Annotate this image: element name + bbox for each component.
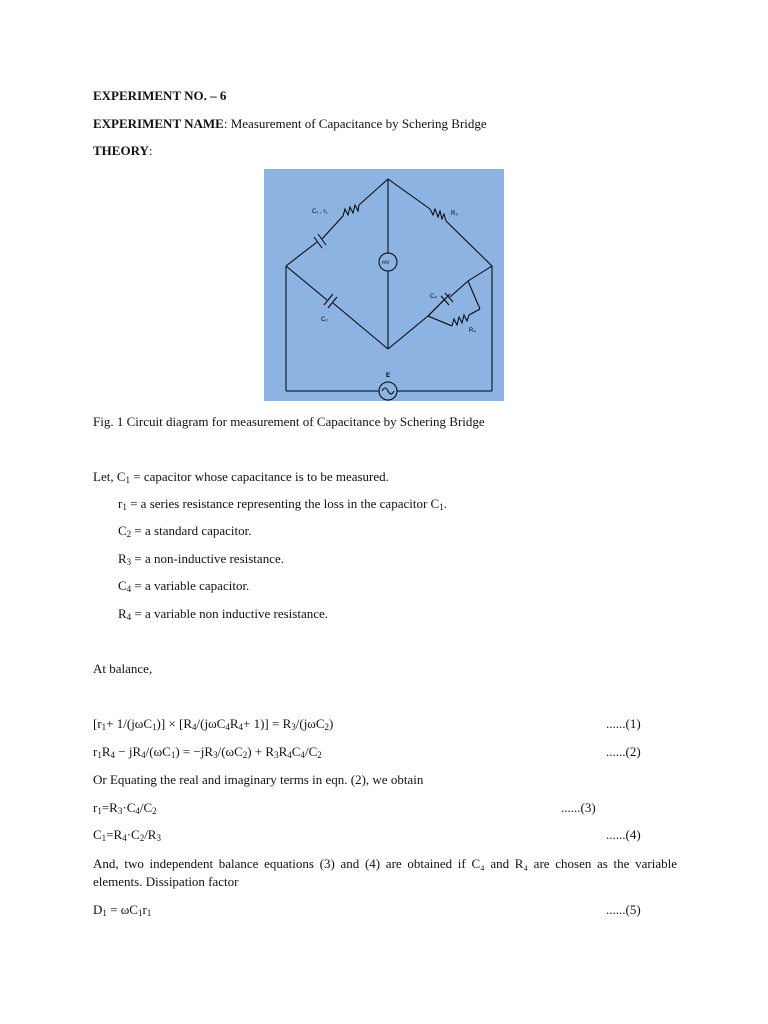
real-imag-statement: Or Equating the real and imaginary terms in eqn. (2), we obtain [93, 772, 424, 787]
def-text: = a variable capacitor. [131, 578, 250, 593]
def-subscript: 1 [122, 502, 127, 512]
def-symbol: C [116, 469, 126, 484]
def-text: = a variable non inductive resistance. [131, 606, 329, 621]
label-c1-r1: C₁ , r₁ [312, 209, 328, 215]
equation-2-number: ......(2) [606, 744, 641, 759]
definition-r4 [118, 606, 328, 622]
definitions-intro: Let, [93, 469, 117, 484]
equation-1-number: ......(1) [606, 716, 641, 731]
equation-4-number: ......(4) [606, 827, 641, 842]
definition-r3 [118, 551, 284, 567]
circuit-svg [264, 169, 504, 401]
label-meter: mV [382, 260, 390, 266]
equation-3: $r_1=R_3\cdot C_4/C_2$ [93, 800, 157, 816]
balance-intro: At balance, [93, 661, 153, 676]
def-subscript: 1 [125, 475, 130, 485]
equation-2: $r_1R_4 - jR_4/(\omega C_1) = -jR_3/(\omega C_2) + R_3R_4C_4/C_2$ [93, 744, 322, 760]
experiment-number: EXPERIMENT NO. – 6 [93, 88, 227, 103]
def-tail: . [443, 496, 447, 511]
def-text: = a series resistance representing the loss in the capacitor C [126, 496, 440, 511]
experiment-name-value: : Measurement of Capacitance by Schering Bridge [223, 116, 487, 131]
def-text: = a non-inductive resistance. [131, 551, 284, 566]
equation-3-number: ......(3) [561, 800, 596, 815]
definition-r1 [118, 496, 447, 512]
def-symbol: R [118, 606, 127, 621]
balance-paragraph: And, two independent balance equations (3) and (4) are obtained if C₄ and R₄ are chosen as the variable elements. Dissipation factor [93, 856, 677, 889]
def-text: = capacitor whose capacitance is to be measured. [130, 469, 389, 484]
def-tail-subscript: 1 [439, 502, 444, 512]
def-subscript: 4 [126, 612, 132, 622]
def-symbol: C [118, 578, 127, 593]
figure-caption: Fig. 1 Circuit diagram for measurement of Capacitance by Schering Bridge [93, 414, 485, 429]
def-text: = a standard capacitor. [131, 523, 252, 538]
equation-5: $D_1 = \omega C_1r_1$ [93, 902, 152, 918]
def-symbol: R [118, 551, 127, 566]
theory-colon: : [148, 143, 153, 158]
label-c4: C₄ [430, 294, 437, 300]
experiment-name-label: EXPERIMENT NAME [93, 116, 224, 131]
label-source: E [386, 373, 391, 379]
equation-1: $[r_1+ 1/(j\omega C_1)] \times [R_4/(j\omega C_4R_4+ 1)] = R_3/(j\omega C_2)$ [93, 716, 334, 732]
equation-5-number: ......(5) [606, 902, 641, 917]
label-r3: R₃ [451, 211, 458, 217]
def-symbol: r [118, 496, 123, 511]
definition-c2 [118, 523, 251, 539]
theory-heading [93, 143, 153, 159]
equation-4: $C_1=R_4\cdot C_2/R_3$ [93, 827, 161, 843]
def-subscript: 3 [126, 557, 132, 567]
def-subscript: 2 [126, 529, 132, 539]
def-symbol: C [118, 523, 127, 538]
definition-c1 [93, 469, 389, 485]
theory-label: THEORY [93, 143, 149, 158]
label-c2: C₂ [321, 317, 328, 323]
experiment-name [93, 116, 487, 132]
def-subscript: 4 [126, 584, 132, 594]
label-r4: R₄ [469, 328, 476, 334]
definition-c4 [118, 578, 249, 594]
schering-bridge-circuit-diagram [264, 169, 504, 401]
